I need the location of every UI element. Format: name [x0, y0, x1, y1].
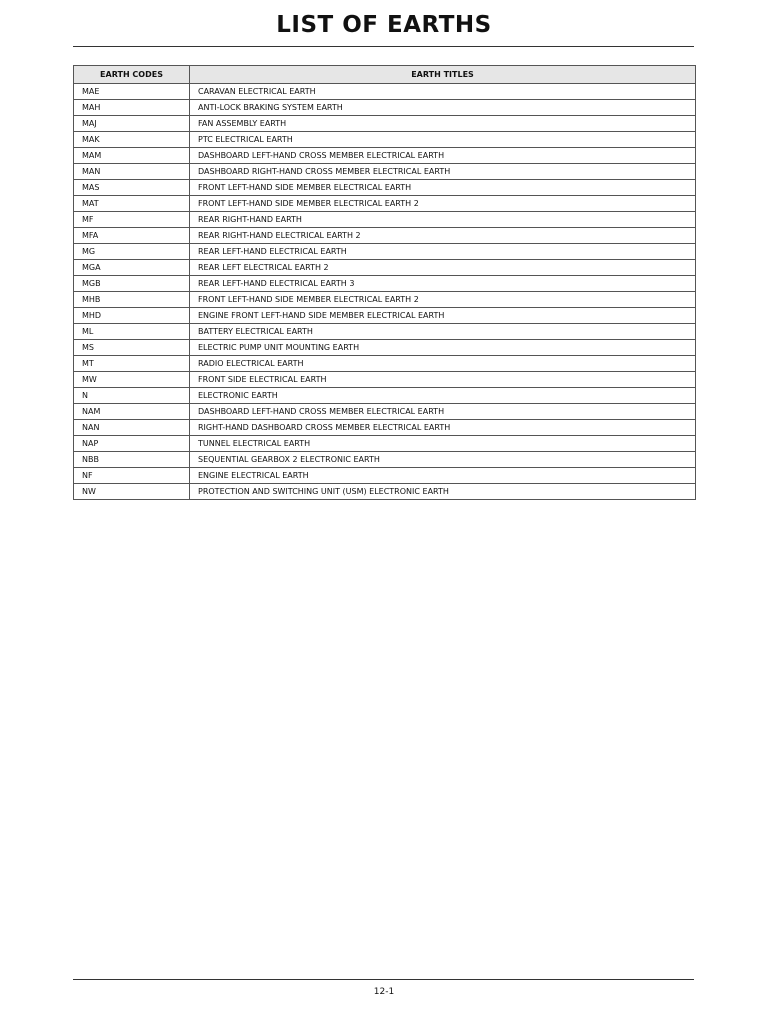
earth-title-cell: ELECTRONIC EARTH: [190, 388, 696, 404]
table-row: [74, 452, 696, 468]
earth-code-cell: MF: [74, 212, 190, 228]
table-row: [74, 308, 696, 324]
earth-title-cell: ENGINE ELECTRICAL EARTH: [190, 468, 696, 484]
table-row: [74, 276, 696, 292]
earth-code-cell: NAP: [74, 436, 190, 452]
table-row: [74, 244, 696, 260]
page-number: 12-1: [373, 987, 395, 997]
earth-code-cell: MHB: [74, 292, 190, 308]
earth-code-cell: MAS: [74, 180, 190, 196]
earth-code-cell: MW: [74, 372, 190, 388]
earth-code-cell: MAE: [74, 84, 190, 100]
earth-code-cell: MAN: [74, 164, 190, 180]
earth-code-cell: MAT: [74, 196, 190, 212]
earth-code-cell: MT: [74, 356, 190, 372]
earth-title-cell: FRONT LEFT-HAND SIDE MEMBER ELECTRICAL EARTH: [190, 180, 696, 196]
earth-code-cell: NAM: [74, 404, 190, 420]
table-row: [74, 324, 696, 340]
table-row: [74, 292, 696, 308]
earth-title-cell: DASHBOARD LEFT-HAND CROSS MEMBER ELECTRICAL EARTH: [190, 148, 696, 164]
earth-title-cell: REAR LEFT-HAND ELECTRICAL EARTH 3: [190, 276, 696, 292]
earth-title-cell: ANTI-LOCK BRAKING SYSTEM EARTH: [190, 100, 696, 116]
earth-title-cell: ELECTRIC PUMP UNIT MOUNTING EARTH: [190, 340, 696, 356]
table-row: [74, 372, 696, 388]
table-row: [74, 212, 696, 228]
table-row: [74, 196, 696, 212]
earth-code-cell: NBB: [74, 452, 190, 468]
earth-title-cell: REAR LEFT-HAND ELECTRICAL EARTH: [190, 244, 696, 260]
earth-title-cell: REAR LEFT ELECTRICAL EARTH 2: [190, 260, 696, 276]
table-row: [74, 436, 696, 452]
earth-title-cell: REAR RIGHT-HAND ELECTRICAL EARTH 2: [190, 228, 696, 244]
page-title: LIST OF EARTHS: [276, 12, 492, 38]
earth-title-cell: DASHBOARD LEFT-HAND CROSS MEMBER ELECTRICAL EARTH: [190, 404, 696, 420]
earth-title-cell: REAR RIGHT-HAND EARTH: [190, 212, 696, 228]
earth-title-cell: ENGINE FRONT LEFT-HAND SIDE MEMBER ELECTRICAL EARTH: [190, 308, 696, 324]
earth-code-cell: MAK: [74, 132, 190, 148]
earth-title-cell: SEQUENTIAL GEARBOX 2 ELECTRONIC EARTH: [190, 452, 696, 468]
table-row: [74, 116, 696, 132]
table-body: [74, 84, 696, 500]
table-row: [74, 164, 696, 180]
earth-title-cell: DASHBOARD RIGHT-HAND CROSS MEMBER ELECTRICAL EARTH: [190, 164, 696, 180]
earth-code-cell: MG: [74, 244, 190, 260]
table-row: [74, 484, 696, 500]
earth-code-cell: NF: [74, 468, 190, 484]
table-row: [74, 228, 696, 244]
table-row: [74, 148, 696, 164]
earth-title-cell: PTC ELECTRICAL EARTH: [190, 132, 696, 148]
earths-table: [73, 65, 696, 500]
earth-code-cell: N: [74, 388, 190, 404]
earth-title-cell: PROTECTION AND SWITCHING UNIT (USM) ELECTRONIC EARTH: [190, 484, 696, 500]
header-earth-codes: EARTH CODES: [74, 66, 190, 84]
table-row: [74, 468, 696, 484]
earth-code-cell: ML: [74, 324, 190, 340]
earth-code-cell: MAM: [74, 148, 190, 164]
table-row: [74, 260, 696, 276]
table-row: [74, 356, 696, 372]
earth-title-cell: RIGHT-HAND DASHBOARD CROSS MEMBER ELECTRICAL EARTH: [190, 420, 696, 436]
table-row: [74, 404, 696, 420]
title-divider: [73, 46, 694, 47]
earth-title-cell: FRONT SIDE ELECTRICAL EARTH: [190, 372, 696, 388]
earth-title-cell: FRONT LEFT-HAND SIDE MEMBER ELECTRICAL EARTH 2: [190, 292, 696, 308]
table-row: [74, 100, 696, 116]
earth-code-cell: MAH: [74, 100, 190, 116]
table-row: [74, 132, 696, 148]
table-row: [74, 84, 696, 100]
table-row: [74, 388, 696, 404]
earth-title-cell: CARAVAN ELECTRICAL EARTH: [190, 84, 696, 100]
table-row: [74, 420, 696, 436]
table-header-row: [74, 66, 696, 84]
earth-code-cell: MHD: [74, 308, 190, 324]
earth-code-cell: MS: [74, 340, 190, 356]
footer-divider: [73, 979, 694, 980]
earth-title-cell: TUNNEL ELECTRICAL EARTH: [190, 436, 696, 452]
earth-code-cell: MFA: [74, 228, 190, 244]
table-row: [74, 340, 696, 356]
table-row: [74, 180, 696, 196]
earth-code-cell: MGA: [74, 260, 190, 276]
earth-code-cell: NAN: [74, 420, 190, 436]
earth-title-cell: FRONT LEFT-HAND SIDE MEMBER ELECTRICAL EARTH 2: [190, 196, 696, 212]
header-earth-titles: EARTH TITLES: [190, 66, 696, 84]
earth-code-cell: MGB: [74, 276, 190, 292]
earth-code-cell: NW: [74, 484, 190, 500]
earth-title-cell: BATTERY ELECTRICAL EARTH: [190, 324, 696, 340]
earth-code-cell: MAJ: [74, 116, 190, 132]
earth-title-cell: FAN ASSEMBLY EARTH: [190, 116, 696, 132]
earth-title-cell: RADIO ELECTRICAL EARTH: [190, 356, 696, 372]
